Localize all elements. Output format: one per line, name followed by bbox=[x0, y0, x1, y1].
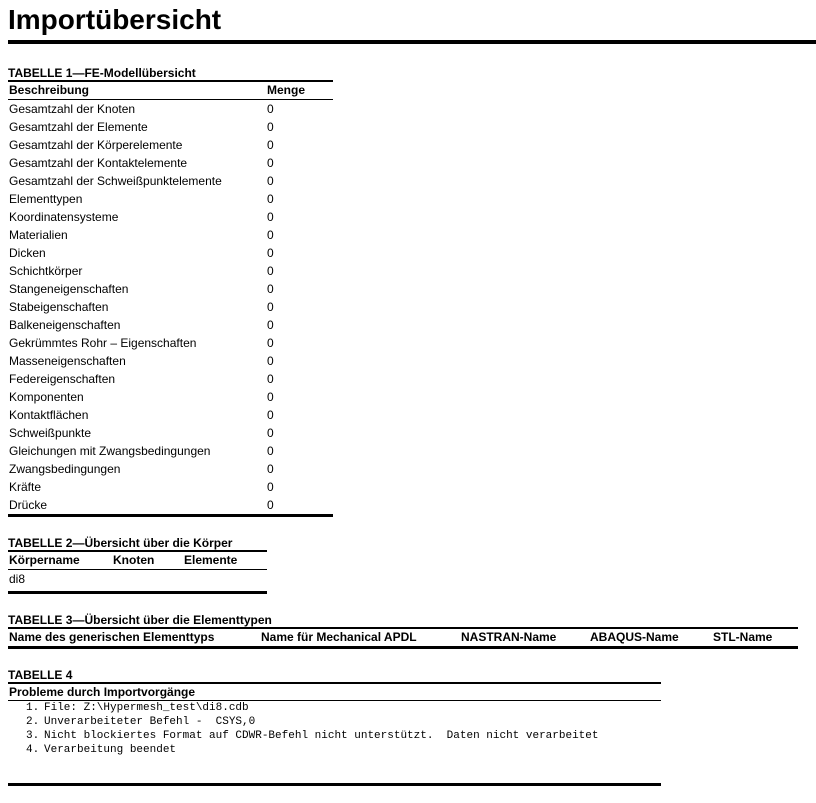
table1-row bbox=[8, 208, 333, 226]
table2-caption: TABELLE 2—Übersicht über die Körper bbox=[8, 536, 233, 550]
table1-row bbox=[8, 388, 333, 406]
import-problems-list bbox=[8, 701, 661, 757]
table1-caption: TABELLE 1—FE-Modellübersicht bbox=[8, 66, 196, 80]
table3-caption: TABELLE 3—Übersicht über die Elementtypen bbox=[8, 613, 272, 627]
table1-description-cell: Balkeneigenschaften bbox=[9, 318, 121, 332]
problem-item-text: Nicht blockiertes Format auf CDWR-Befehl nicht unterstützt. Daten nicht verarbeitet bbox=[44, 730, 599, 742]
table3-header-apdl-name: Name für Mechanical APDL bbox=[261, 630, 417, 644]
problem-item-number: 4. bbox=[26, 744, 40, 756]
table1-description-cell: Federeigenschaften bbox=[9, 372, 116, 386]
table3-header-stl-name: STL-Name bbox=[713, 630, 773, 644]
table1-row bbox=[8, 352, 333, 370]
table1-description-cell: Drücke bbox=[9, 498, 48, 512]
table1-row bbox=[8, 226, 333, 244]
table3-header-generic-type: Name des generischen Elementtyps bbox=[9, 630, 215, 644]
element-type-summary-table bbox=[8, 627, 798, 649]
table1-description-cell: Stangeneigenschaften bbox=[9, 282, 129, 296]
table2-elements-cell bbox=[183, 570, 267, 593]
table4-bottom-rule bbox=[8, 757, 661, 786]
table1-row bbox=[8, 496, 333, 516]
table1-row bbox=[8, 154, 333, 172]
table1-quantity-cell: 0 bbox=[267, 246, 274, 260]
table1-row bbox=[8, 442, 333, 460]
table1-quantity-cell: 0 bbox=[267, 498, 274, 512]
table1-row bbox=[8, 334, 333, 352]
problem-item bbox=[26, 729, 661, 743]
table2-header-elements: Elemente bbox=[183, 551, 267, 570]
table1-description-cell: Gesamtzahl der Kontaktelemente bbox=[9, 156, 188, 170]
page-title: Importübersicht bbox=[8, 3, 816, 44]
problem-item-number: 3. bbox=[26, 730, 40, 742]
table1-description-cell: Dicken bbox=[9, 246, 46, 260]
table1-quantity-cell: 0 bbox=[267, 210, 274, 224]
table1-quantity-cell: 0 bbox=[267, 462, 274, 476]
table3-header-nastran-name: NASTRAN-Name bbox=[461, 630, 557, 644]
table1-description-cell: Kräfte bbox=[9, 480, 42, 494]
table1-row bbox=[8, 172, 333, 190]
table1-quantity-cell: 0 bbox=[267, 282, 274, 296]
table1-quantity-cell: 0 bbox=[267, 300, 274, 314]
table1-description-cell: Schweißpunkte bbox=[9, 426, 92, 440]
table1-description-cell: Materialien bbox=[9, 228, 68, 242]
table4-caption: TABELLE 4 bbox=[8, 668, 73, 682]
table2-header-nodes: Knoten bbox=[112, 551, 183, 570]
table3-header-row bbox=[8, 628, 798, 648]
problem-item bbox=[26, 715, 661, 729]
table1-row bbox=[8, 262, 333, 280]
table1-header-quantity: Menge bbox=[266, 81, 333, 100]
table1-quantity-cell: 0 bbox=[267, 120, 274, 134]
table1-description-cell: Gesamtzahl der Knoten bbox=[9, 102, 136, 116]
table1-row bbox=[8, 478, 333, 496]
table2-header-body-name: Körpername bbox=[8, 551, 112, 570]
table1-quantity-cell: 0 bbox=[267, 372, 274, 386]
table1-row bbox=[8, 298, 333, 316]
table2-nodes-cell bbox=[112, 570, 183, 593]
table1-quantity-cell: 0 bbox=[267, 408, 274, 422]
table1-quantity-cell: 0 bbox=[267, 174, 274, 188]
table1-description-cell: Masseneigenschaften bbox=[9, 354, 126, 368]
table1-row bbox=[8, 100, 333, 119]
problem-item-text: File: Z:\Hypermesh_test\di8.cdb bbox=[44, 702, 249, 714]
table3-header-abaqus-name: ABAQUS-Name bbox=[590, 630, 679, 644]
table1-row bbox=[8, 244, 333, 262]
table1-quantity-cell: 0 bbox=[267, 426, 274, 440]
table1-row bbox=[8, 460, 333, 478]
table1-row bbox=[8, 370, 333, 388]
table1-description-cell: Gesamtzahl der Elemente bbox=[9, 120, 148, 134]
table1-description-cell: Gleichungen mit Zwangsbedingungen bbox=[9, 444, 211, 458]
table1-header-row bbox=[8, 81, 333, 100]
problem-item bbox=[26, 743, 661, 757]
problem-item-text: Unverarbeiteter Befehl - CSYS,0 bbox=[44, 716, 256, 728]
table1-quantity-cell: 0 bbox=[267, 156, 274, 170]
table1-description-cell: Komponenten bbox=[9, 390, 84, 404]
table2-body bbox=[8, 570, 267, 593]
table1-row bbox=[8, 118, 333, 136]
table1-row bbox=[8, 136, 333, 154]
table1-quantity-cell: 0 bbox=[267, 480, 274, 494]
table1-quantity-cell: 0 bbox=[267, 444, 274, 458]
table1-description-cell: Stabeigenschaften bbox=[9, 300, 109, 314]
table1-quantity-cell: 0 bbox=[267, 102, 274, 116]
table2-row bbox=[8, 570, 267, 593]
table1-description-cell: Elementtypen bbox=[9, 192, 83, 206]
table1-quantity-cell: 0 bbox=[267, 390, 274, 404]
table1-description-cell: Koordinatensysteme bbox=[9, 210, 119, 224]
table1-description-cell: Gesamtzahl der Körperelemente bbox=[9, 138, 183, 152]
table1-header-description: Beschreibung bbox=[8, 81, 266, 100]
table1-description-cell: Zwangsbedingungen bbox=[9, 462, 121, 476]
table1-description-cell: Kontaktflächen bbox=[9, 408, 89, 422]
table1-quantity-cell: 0 bbox=[267, 228, 274, 242]
table1-description-cell: Schichtkörper bbox=[9, 264, 83, 278]
import-problems-table bbox=[8, 682, 661, 786]
table1-quantity-cell: 0 bbox=[267, 318, 274, 332]
problem-item-number: 1. bbox=[26, 702, 40, 714]
table1-quantity-cell: 0 bbox=[267, 138, 274, 152]
table1-quantity-cell: 0 bbox=[267, 264, 274, 278]
table1-row bbox=[8, 190, 333, 208]
table1-row bbox=[8, 280, 333, 298]
table2-header-row bbox=[8, 551, 267, 570]
table1-row bbox=[8, 316, 333, 334]
problem-item bbox=[26, 701, 661, 715]
table4-header: Probleme durch Importvorgänge bbox=[8, 682, 661, 701]
table1-quantity-cell: 0 bbox=[267, 354, 274, 368]
body-summary-table bbox=[8, 550, 267, 594]
problem-item-number: 2. bbox=[26, 716, 40, 728]
table1-row bbox=[8, 406, 333, 424]
table1-quantity-cell: 0 bbox=[267, 336, 274, 350]
table1-description-cell: Gekrümmtes Rohr – Eigenschaften bbox=[9, 336, 197, 350]
table1-description-cell: Gesamtzahl der Schweißpunktelemente bbox=[9, 174, 222, 188]
fe-model-summary-table bbox=[8, 80, 333, 517]
table1-row bbox=[8, 424, 333, 442]
table1-body bbox=[8, 100, 333, 516]
table1-quantity-cell: 0 bbox=[267, 192, 274, 206]
table2-body-name-cell: di8 bbox=[9, 572, 26, 586]
report-page bbox=[8, 0, 816, 786]
problem-item-text: Verarbeitung beendet bbox=[44, 744, 177, 756]
